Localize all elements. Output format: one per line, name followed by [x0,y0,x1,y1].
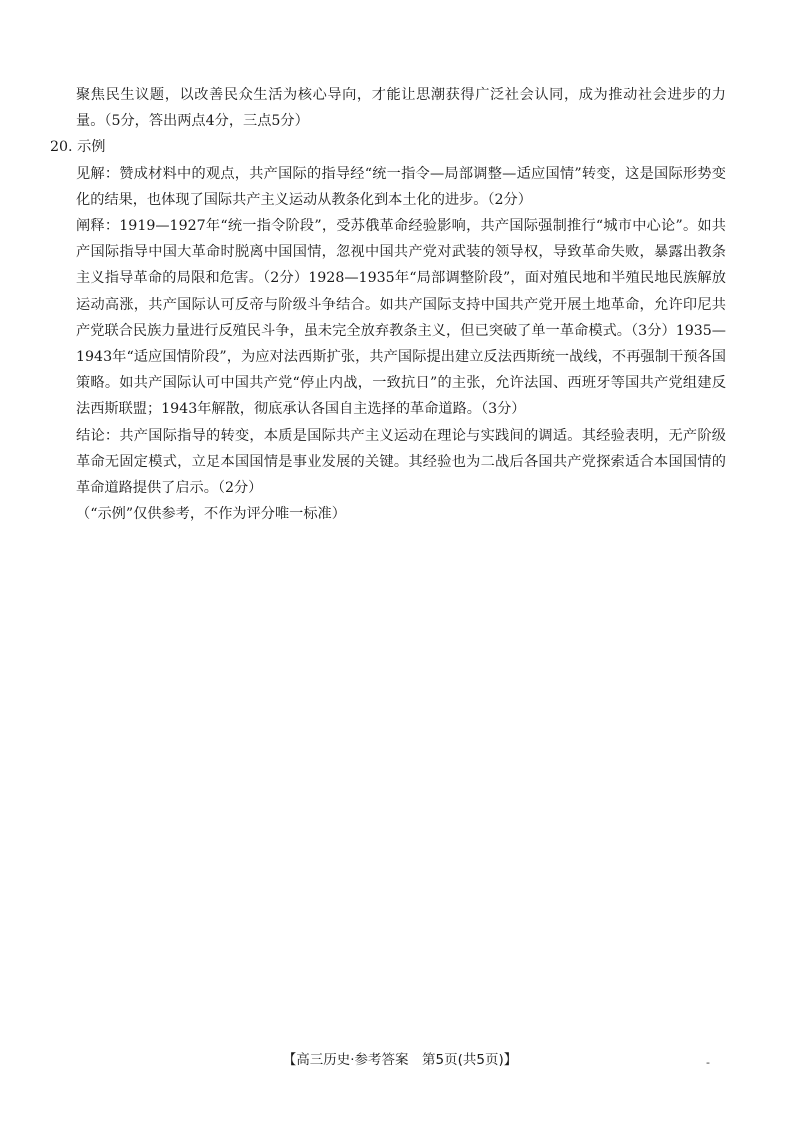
question-20-heading: 20. 示例 [50,139,106,156]
paragraph-explanation: 阐释：1919—1927年“统一指令阶段”，受苏俄革命经验影响，共产国际强制推行“城市中心论”。如共产国际指导中国大革命时脱离中国国情，忽视中国共产党对武装的领导权，导致革命失败，暴露出教条主义指导革命的局限和危害。（2分）1928—1935年“局部调整阶段”，面对殖民地和半殖民地民族解放运动高涨，共产国际认可反帝与阶级斗争结合。如共产国际支持中国共产党开展土地革命，允许印尼共产党联合民族力量进行反殖民斗争，虽未完全放弃教条主义，但已突破了单一革命模式。（3分）1935—1943年“适应国情阶段”，为应对法西斯扩张，共产国际提出建立反法西斯统一战线，不再强制干预各国策略。如共产国际认可中国共产党“停止内战，一致抗日”的主张，允许法国、西班牙等国共产党组建反法西斯联盟；1943年解散，彻底承认各国自主选择的革命道路。（3分） [76,218,726,418]
page-footer: 【高三历史·参考答案 第5页(共5页)】 [282,1052,518,1068]
paragraph-continuation: 聚焦民生议题，以改善民众生活为核心导向，才能让思潮获得广泛社会认同，成为推动社会进步的力量。（5分，答出两点4分，三点5分） [76,87,726,130]
answer-content [50,82,726,527]
paragraph-conclusion: 结论：共产国际指导的转变，本质是国际共产主义运动在理论与实践间的调适。其经验表明，无产阶级革命无固定模式，立足本国国情是事业发展的关键。其经验也为二战后各国共产党探索适合本国国情的革命道路提供了启示。（2分） [76,427,726,497]
paragraph-viewpoint: 见解：赞成材料中的观点，共产国际的指导经“统一指令—局部调整—适应国情”转变，这是国际形势变化的结果，也体现了国际共产主义运动从教条化到本土化的进步。（2分） [76,165,726,208]
corner-mark: - [706,1056,710,1069]
paragraph-note: （“示例”仅供参考，不作为评分唯一标准） [76,506,346,523]
